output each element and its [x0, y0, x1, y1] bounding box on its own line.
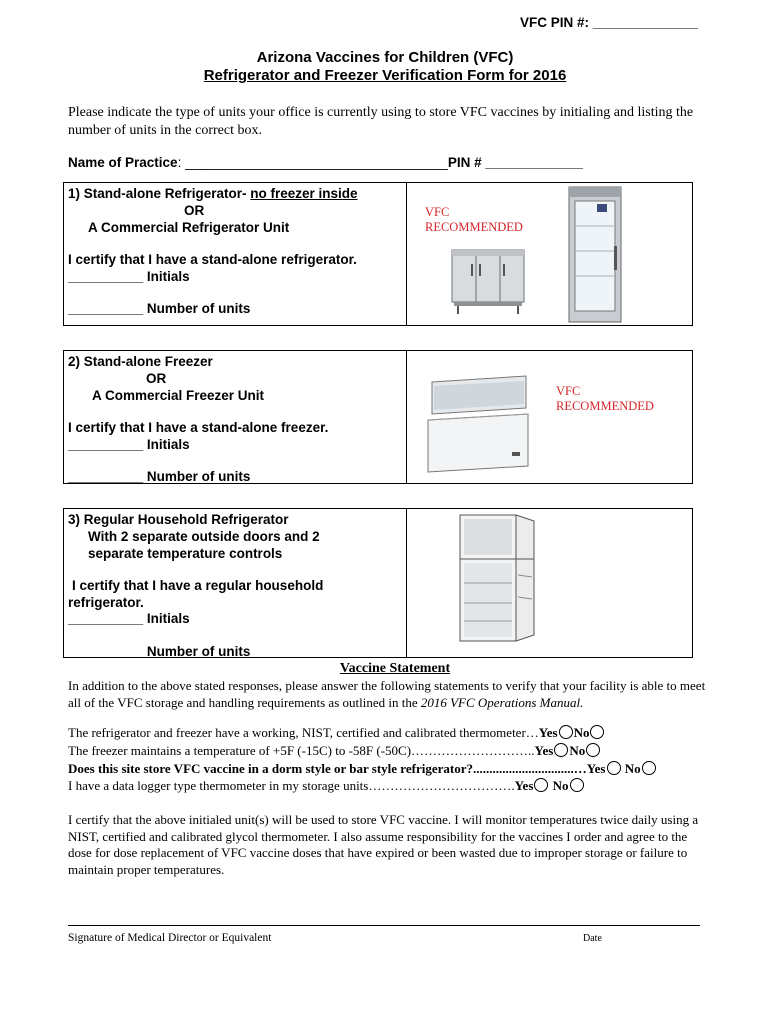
signature-label: Signature of Medical Director or Equivalent — [68, 932, 272, 944]
commercial-refrigerator-image — [448, 248, 528, 318]
dorm-fridge-yes-radio[interactable] — [607, 761, 621, 775]
signature-line[interactable] — [68, 925, 700, 926]
form-title: Arizona Vaccines for Children (VFC) — [256, 49, 514, 66]
form-subtitle: Refrigerator and Freezer Verification Form for 2016 — [203, 67, 567, 84]
certification-text: I certify that the above initialed unit(s) will be used to store VFC vaccine. I will monitor temperatures twice daily using a NIST, certified and calibrated glycol thermometer. I also assume responsibility for the vaccines I order and agree to the dose for dose replacement of VFC vaccine doses that have expired or been wasted due to improper storage or failure to maintain proper temperatures. — [68, 812, 699, 877]
freezer-temp-yes-radio[interactable] — [554, 743, 568, 757]
glass-door-refrigerator-image — [566, 186, 624, 324]
unit2-recommended: VFC RECOMMENDED — [556, 384, 654, 413]
vaccine-statement-title: Vaccine Statement — [339, 661, 451, 676]
unit2-alt: A Commercial Freezer Unit — [92, 388, 265, 403]
unit2-label-box — [63, 350, 407, 484]
unit1-initials[interactable]: __________ Initials — [68, 269, 190, 284]
unit1-count[interactable]: __________ Number of units — [68, 301, 251, 316]
data-logger-no-radio[interactable] — [570, 778, 584, 792]
vfc-pin-label: VFC PIN #: ______________ — [520, 15, 698, 30]
unit1-or: OR — [184, 203, 205, 218]
thermometer-no-radio[interactable] — [590, 725, 604, 739]
unit2-count[interactable]: __________ Number of units — [68, 469, 251, 484]
unit3-certify-2: refrigerator. — [68, 595, 144, 610]
practice-row — [68, 155, 583, 170]
unit2-or: OR — [146, 371, 167, 386]
unit3-certify-1: I certify that I have a regular household — [72, 578, 324, 593]
unit2-certify: I certify that I have a stand-alone freezer. — [68, 420, 329, 435]
freezer-temp-no-radio[interactable] — [586, 743, 600, 757]
statement-data-logger: I have a data logger type thermometer in my storage units…………………………….Yes No — [68, 778, 585, 794]
intro-text: Please indicate the type of units your office is currently using to store VFC vaccines by initialing and listing the number of units in the correct box. — [68, 105, 694, 138]
practice-name-field[interactable]: : ___________________________________ — [177, 155, 448, 170]
statement-thermometer: The refrigerator and freezer have a working, NIST, certified and calibrated thermometer…Yes No — [68, 725, 605, 741]
dorm-fridge-no-radio[interactable] — [642, 761, 656, 775]
unit1-recommended: VFC RECOMMENDED — [425, 205, 523, 234]
data-logger-yes-radio[interactable] — [534, 778, 548, 792]
unit3-initials[interactable]: __________ Initials — [68, 611, 190, 626]
vaccine-statement-intro: In addition to the above stated responses, please answer the following statements to verify that your facility is able to meet all of the VFC storage and handling requirements as outlined in the 2016 VFC Operations Manual. — [68, 678, 706, 710]
unit3-image-box — [406, 508, 693, 658]
statement-dorm-fridge: Does this site store VFC vaccine in a dorm style or bar style refrigerator?...............................…Yes No — [68, 761, 657, 777]
practice-pin-label[interactable]: PIN # _____________ — [447, 155, 583, 170]
unit3-line2: With 2 separate outside doors and 2 — [88, 529, 320, 544]
statement-freezer-temp: The freezer maintains a temperature of +5F (-15C) to -58F (-50C)………………………..Yes No — [68, 743, 601, 759]
chest-freezer-image — [424, 374, 534, 476]
thermometer-yes-radio[interactable] — [559, 725, 573, 739]
household-refrigerator-image — [456, 513, 540, 645]
unit3-line3: separate temperature controls — [88, 546, 283, 561]
date-label: Date — [583, 933, 602, 944]
unit3-heading: 3) Regular Household Refrigerator — [68, 512, 289, 527]
unit2-initials[interactable]: __________ Initials — [68, 437, 190, 452]
unit1-certify: I certify that I have a stand-alone refrigerator. — [68, 252, 357, 267]
unit3-count[interactable]: __________ Number of units — [68, 644, 251, 659]
unit2-heading: 2) Stand-alone Freezer — [68, 354, 213, 369]
unit1-alt: A Commercial Refrigerator Unit — [88, 220, 290, 235]
unit1-heading: 1) Stand-alone Refrigerator- no freezer inside — [68, 186, 358, 201]
practice-name-label: Name of Practice — [68, 155, 178, 170]
